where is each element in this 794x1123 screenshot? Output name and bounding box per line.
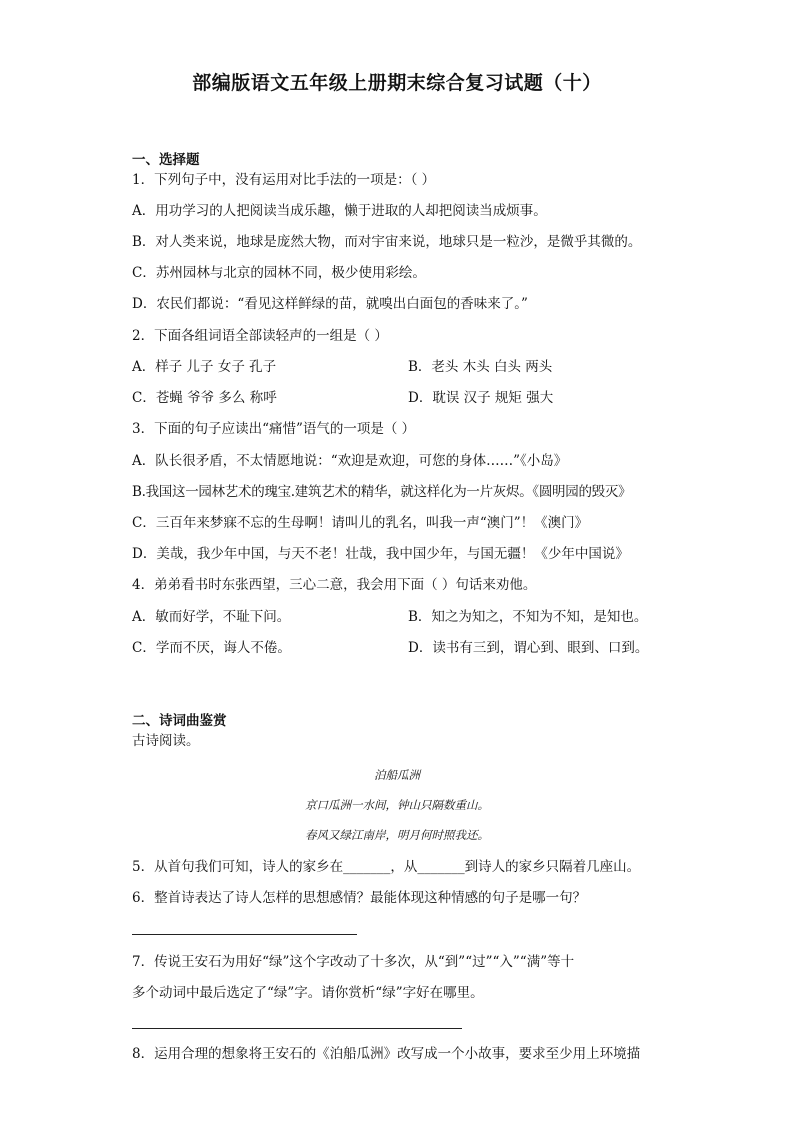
question-7-line-1: 7．传说王安石为用好“绿”这个字改动了十多次，从“到”“过”“入”“满”等十 xyxy=(132,954,575,970)
page-title: 部编版语文五年级上册期末综合复习试题（十） xyxy=(192,72,602,94)
question-3-option-d: D．美哉，我少年中国，与天不老！壮哉，我中国少年，与国无疆！《少年中国说》 xyxy=(132,546,629,562)
question-2-option-a: A．样子 儿子 女子 孔子 xyxy=(132,359,277,375)
question-4-option-a: A．敏而好学，不耻下问。 xyxy=(132,609,291,625)
poem-title: 泊船瓜洲 xyxy=(374,768,420,782)
question-3-option-a: A．队长很矛盾，不太情愿地说：“欢迎是欢迎，可您的身体……”《小岛》 xyxy=(132,453,568,469)
question-2-option-d: D．耽误 汉子 规矩 强大 xyxy=(408,390,554,406)
poetry-intro: 古诗阅读。 xyxy=(132,733,200,749)
question-4-option-b: B．知之为知之，不知为不知，是知也。 xyxy=(408,609,648,625)
question-4-option-d: D．读书有三到，谓心到、眼到、口到。 xyxy=(408,640,649,656)
question-4-option-c: C．学而不厌，诲人不倦。 xyxy=(132,640,291,656)
question-1-option-d: D．农民们都说：“看见这样鲜绿的苗，就嗅出白面包的香味来了。” xyxy=(132,296,528,312)
question-1-option-b: B．对人类来说，地球是庞然大物，而对宇宙来说，地球只是一粒沙，是微乎其微的。 xyxy=(132,234,642,250)
question-6: 6．整首诗表达了诗人怎样的思想感情？最能体现这种情感的句子是哪一句？ xyxy=(132,890,587,906)
answer-line-q7 xyxy=(132,1028,462,1029)
question-3-stem: 3．下面的句子应读出“痛惜”语气的一项是（ ） xyxy=(132,421,416,437)
question-3-option-c: C．三百年来梦寐不忘的生母啊！请叫儿的乳名，叫我一声“澳门”！《澳门》 xyxy=(132,515,589,531)
question-4-stem: 4．弟弟看书时东张西望，三心二意，我会用下面（ ）句话来劝他。 xyxy=(132,577,537,593)
question-7-line-2: 多个动词中最后选定了“绿”字。请你赏析“绿”字好在哪里。 xyxy=(132,985,484,1001)
question-1-stem: 1．下列句子中，没有运用对比手法的一项是：（ ） xyxy=(132,172,436,188)
poem-line-1: 京口瓜洲一水间，钟山只隔数重山。 xyxy=(305,798,489,812)
question-1-option-a: A．用功学习的人把阅读当成乐趣，懒于进取的人却把阅读当成烦事。 xyxy=(132,203,547,219)
poem-line-2: 春风又绿江南岸，明月何时照我还。 xyxy=(305,828,489,842)
question-1-option-c: C．苏州园林与北京的园林不同，极少使用彩绘。 xyxy=(132,265,426,281)
question-2-stem: 2．下面各组词语全部读轻声的一组是（ ） xyxy=(132,328,388,344)
question-2-option-b: B．老头 木头 白头 两头 xyxy=(408,359,553,375)
section-heading-poetry: 二、诗词曲鉴赏 xyxy=(132,713,227,729)
section-heading-choice: 一、选择题 xyxy=(132,152,200,168)
question-5: 5．从首句我们可知，诗人的家乡在_______，从_______到诗人的家乡只隔着几座山。 xyxy=(132,859,641,875)
answer-line-q6 xyxy=(132,934,357,935)
question-2-option-c: C．苍蝇 爷爷 多么 称呼 xyxy=(132,390,277,406)
question-8-line-1: 8．运用合理的想象将王安石的《泊船瓜洲》改写成一个小故事，要求至少用上环境描 xyxy=(132,1046,641,1062)
question-3-option-b: B.我国这一园林艺术的瑰宝.建筑艺术的精华，就这样化为一片灰烬。《圆明园的毁灭》 xyxy=(132,484,632,500)
